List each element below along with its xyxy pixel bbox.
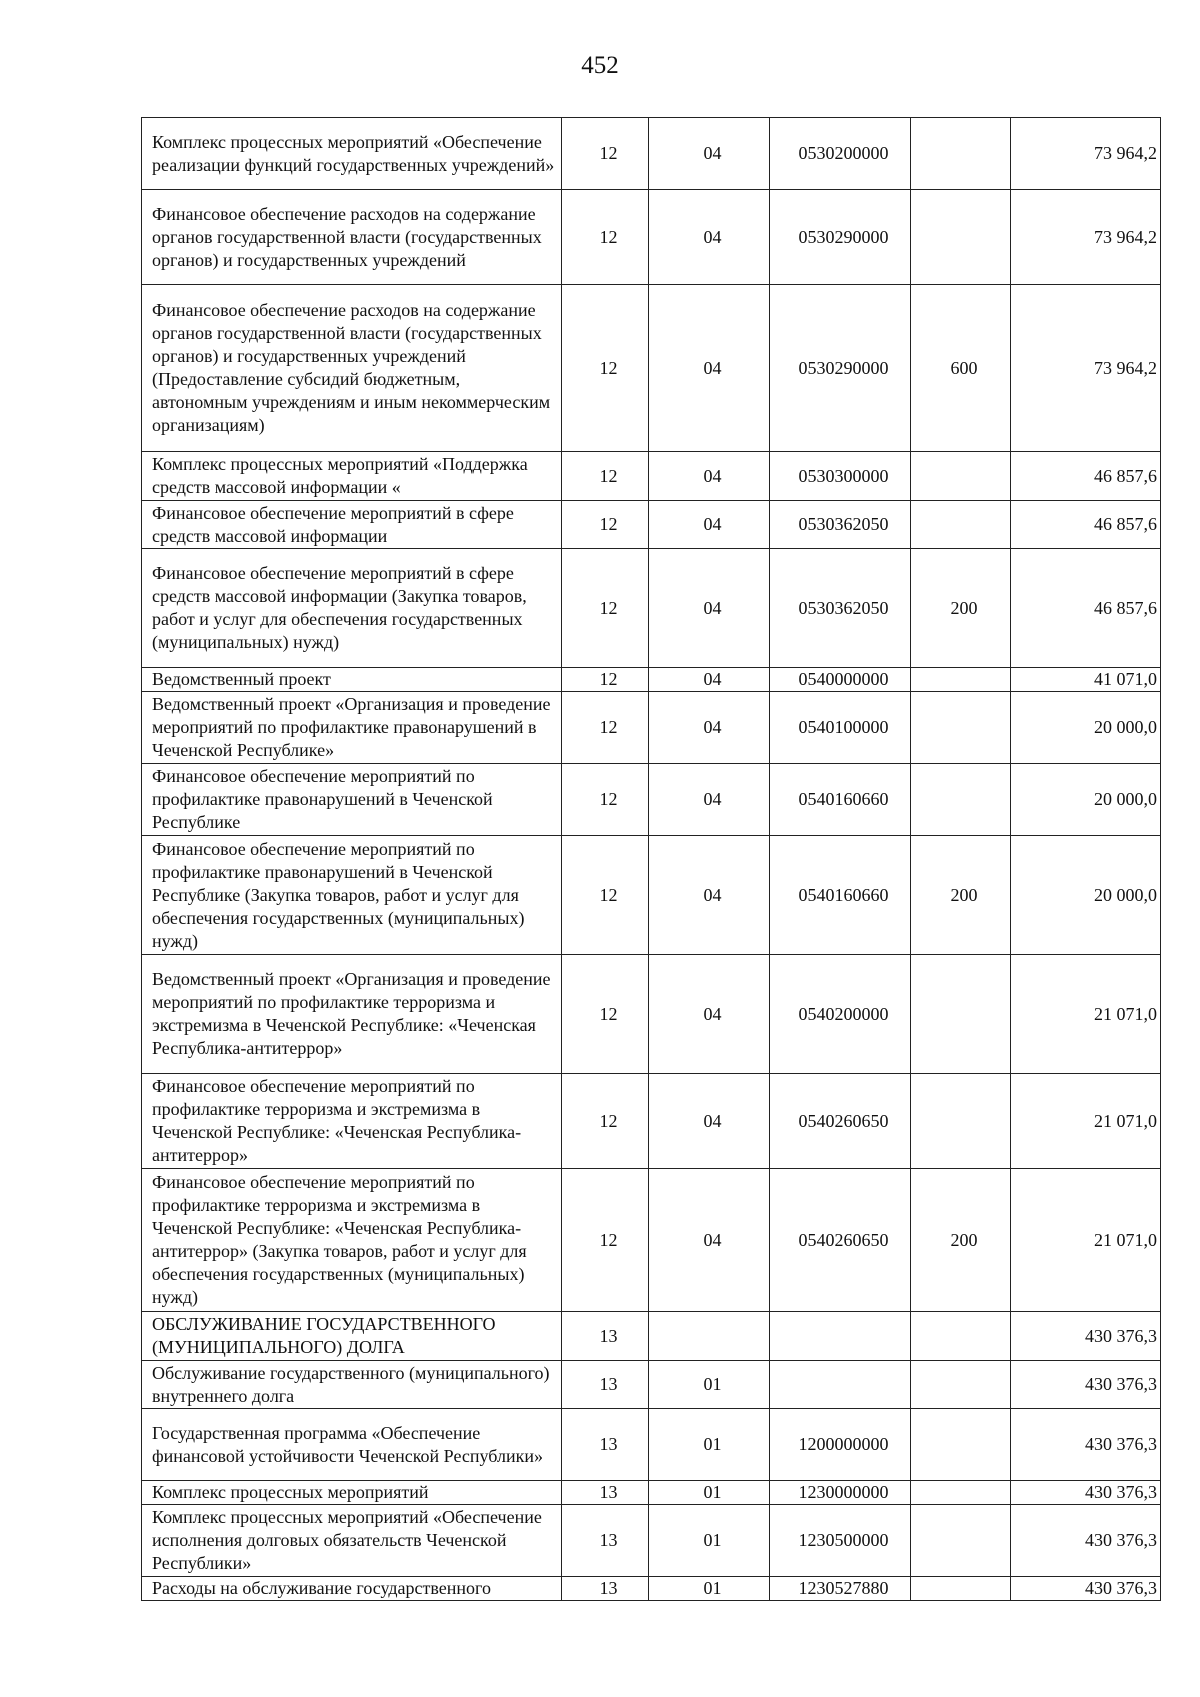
row-name: Финансовое обеспечение мероприятий по профилактике правонарушений в Чеченской Республике	[142, 764, 562, 836]
row-subsection: 01	[649, 1505, 770, 1577]
table-row	[142, 1074, 1161, 1169]
table-row	[142, 692, 1161, 764]
table-row	[142, 501, 1161, 549]
row-target-code: 0530290000	[770, 190, 911, 285]
row-target-code	[770, 1312, 911, 1361]
row-expense-type	[911, 1505, 1011, 1577]
row-name: Комплекс процессных мероприятий «Обеспечение реализации функций государственных учреждений»	[142, 118, 562, 190]
row-target-code: 0530362050	[770, 501, 911, 549]
row-section: 12	[562, 501, 649, 549]
row-name: Финансовое обеспечение мероприятий по профилактике терроризма и экстремизма в Чеченской Республике: «Чеченская Республика-антитеррор»	[142, 1074, 562, 1169]
table-row	[142, 285, 1161, 452]
row-amount: 430 376,3	[1011, 1312, 1161, 1361]
row-name: Комплекс процессных мероприятий «Обеспечение исполнения долговых обязательств Чеченской Республики»	[142, 1505, 562, 1577]
row-section: 12	[562, 118, 649, 190]
row-name: Ведомственный проект	[142, 668, 562, 692]
row-name: Финансовое обеспечение расходов на содержание органов государственной власти (государственных органов) и государственных учреждений	[142, 190, 562, 285]
table-row	[142, 118, 1161, 190]
row-section: 12	[562, 452, 649, 501]
row-section: 12	[562, 668, 649, 692]
table-row	[142, 1169, 1161, 1312]
table-row	[142, 955, 1161, 1074]
row-section: 13	[562, 1361, 649, 1409]
row-section: 13	[562, 1409, 649, 1481]
row-expense-type	[911, 692, 1011, 764]
row-target-code: 0530290000	[770, 285, 911, 452]
row-name: Комплекс процессных мероприятий «Поддержка средств массовой информации «	[142, 452, 562, 501]
row-expense-type	[911, 118, 1011, 190]
row-expense-type	[911, 1409, 1011, 1481]
row-subsection: 01	[649, 1409, 770, 1481]
row-amount: 21 071,0	[1011, 955, 1161, 1074]
row-amount: 430 376,3	[1011, 1481, 1161, 1505]
table-row	[142, 452, 1161, 501]
row-amount: 46 857,6	[1011, 452, 1161, 501]
row-section: 12	[562, 1169, 649, 1312]
row-expense-type	[911, 668, 1011, 692]
row-expense-type	[911, 1481, 1011, 1505]
row-subsection	[649, 1312, 770, 1361]
table-row	[142, 1505, 1161, 1577]
row-target-code: 0540260650	[770, 1169, 911, 1312]
row-subsection: 04	[649, 836, 770, 955]
row-amount: 430 376,3	[1011, 1577, 1161, 1601]
row-target-code: 0530300000	[770, 452, 911, 501]
table-row	[142, 1312, 1161, 1361]
row-target-code: 1230000000	[770, 1481, 911, 1505]
row-subsection: 04	[649, 1169, 770, 1312]
row-expense-type: 200	[911, 836, 1011, 955]
row-name: Ведомственный проект «Организация и проведение мероприятий по профилактике правонарушений в Чеченской Республике»	[142, 692, 562, 764]
row-amount: 41 071,0	[1011, 668, 1161, 692]
row-subsection: 04	[649, 692, 770, 764]
row-section: 12	[562, 190, 649, 285]
row-expense-type: 200	[911, 1169, 1011, 1312]
row-target-code: 1230527880	[770, 1577, 911, 1601]
row-target-code: 0530362050	[770, 549, 911, 668]
row-subsection: 04	[649, 549, 770, 668]
row-amount: 430 376,3	[1011, 1505, 1161, 1577]
table-row	[142, 836, 1161, 955]
row-subsection: 04	[649, 190, 770, 285]
row-subsection: 01	[649, 1577, 770, 1601]
row-expense-type	[911, 955, 1011, 1074]
row-amount: 46 857,6	[1011, 501, 1161, 549]
row-target-code: 1230500000	[770, 1505, 911, 1577]
row-target-code: 0540200000	[770, 955, 911, 1074]
row-subsection: 04	[649, 285, 770, 452]
row-name: Финансовое обеспечение расходов на содержание органов государственной власти (государственных органов) и государственных учреждений (Предоставление субсидий бюджетным, автономным учреждениям и иным некоммерческим организациям)	[142, 285, 562, 452]
row-target-code: 0540000000	[770, 668, 911, 692]
budget-table	[141, 117, 1161, 1601]
table-row	[142, 1481, 1161, 1505]
budget-table-body	[142, 118, 1161, 1601]
row-subsection: 04	[649, 668, 770, 692]
row-expense-type	[911, 764, 1011, 836]
row-amount: 73 964,2	[1011, 190, 1161, 285]
row-name: Комплекс процессных мероприятий	[142, 1481, 562, 1505]
row-amount: 20 000,0	[1011, 692, 1161, 764]
row-expense-type: 200	[911, 549, 1011, 668]
row-target-code: 0530200000	[770, 118, 911, 190]
table-row	[142, 190, 1161, 285]
row-amount: 46 857,6	[1011, 549, 1161, 668]
row-section: 12	[562, 955, 649, 1074]
row-subsection: 04	[649, 452, 770, 501]
row-amount: 73 964,2	[1011, 118, 1161, 190]
row-expense-type	[911, 1312, 1011, 1361]
row-section: 12	[562, 836, 649, 955]
row-subsection: 04	[649, 501, 770, 549]
row-amount: 73 964,2	[1011, 285, 1161, 452]
row-section: 12	[562, 549, 649, 668]
row-target-code	[770, 1361, 911, 1409]
row-section: 13	[562, 1481, 649, 1505]
row-name: Ведомственный проект «Организация и проведение мероприятий по профилактике терроризма и экстремизма в Чеченской Республике: «Чеченская Республика-антитеррор»	[142, 955, 562, 1074]
row-subsection: 01	[649, 1481, 770, 1505]
row-target-code: 0540260650	[770, 1074, 911, 1169]
row-target-code: 1200000000	[770, 1409, 911, 1481]
row-section: 13	[562, 1505, 649, 1577]
row-target-code: 0540100000	[770, 692, 911, 764]
table-row	[142, 764, 1161, 836]
row-expense-type	[911, 1074, 1011, 1169]
page-number: 452	[581, 52, 619, 79]
row-subsection: 04	[649, 118, 770, 190]
row-amount: 20 000,0	[1011, 764, 1161, 836]
table-row	[142, 668, 1161, 692]
row-amount: 21 071,0	[1011, 1169, 1161, 1312]
row-section: 12	[562, 764, 649, 836]
row-subsection: 04	[649, 1074, 770, 1169]
table-row	[142, 1409, 1161, 1481]
row-target-code: 0540160660	[770, 836, 911, 955]
row-name: Финансовое обеспечение мероприятий в сфере средств массовой информации	[142, 501, 562, 549]
row-subsection: 04	[649, 764, 770, 836]
row-target-code: 0540160660	[770, 764, 911, 836]
row-amount: 430 376,3	[1011, 1361, 1161, 1409]
row-section: 12	[562, 1074, 649, 1169]
row-expense-type	[911, 190, 1011, 285]
row-section: 13	[562, 1312, 649, 1361]
row-amount: 21 071,0	[1011, 1074, 1161, 1169]
row-expense-type	[911, 1577, 1011, 1601]
row-expense-type	[911, 452, 1011, 501]
row-subsection: 01	[649, 1361, 770, 1409]
row-name: Финансовое обеспечение мероприятий по профилактике терроризма и экстремизма в Чеченской Республике: «Чеченская Республика-антитеррор» (Закупка товаров, работ и услуг для обеспечения государственных (муниципальных) нужд)	[142, 1169, 562, 1312]
row-name: Государственная программа «Обеспечение финансовой устойчивости Чеченской Республики»	[142, 1409, 562, 1481]
row-amount: 430 376,3	[1011, 1409, 1161, 1481]
row-section: 12	[562, 692, 649, 764]
table-row	[142, 1361, 1161, 1409]
row-section: 12	[562, 285, 649, 452]
table-row	[142, 549, 1161, 668]
row-name: Обслуживание государственного (муниципального) внутреннего долга	[142, 1361, 562, 1409]
row-name: Финансовое обеспечение мероприятий в сфере средств массовой информации (Закупка товаров, работ и услуг для обеспечения государственных (муниципальных) нужд)	[142, 549, 562, 668]
row-name: Расходы на обслуживание государственного	[142, 1577, 562, 1601]
row-amount: 20 000,0	[1011, 836, 1161, 955]
row-expense-type	[911, 501, 1011, 549]
row-expense-type	[911, 1361, 1011, 1409]
row-name: ОБСЛУЖИВАНИЕ ГОСУДАРСТВЕННОГО (МУНИЦИПАЛЬНОГО) ДОЛГА	[142, 1312, 562, 1361]
row-name: Финансовое обеспечение мероприятий по профилактике правонарушений в Чеченской Республике (Закупка товаров, работ и услуг для обеспечения государственных (муниципальных) нужд)	[142, 836, 562, 955]
table-row	[142, 1577, 1161, 1601]
row-expense-type: 600	[911, 285, 1011, 452]
row-subsection: 04	[649, 955, 770, 1074]
row-section: 13	[562, 1577, 649, 1601]
